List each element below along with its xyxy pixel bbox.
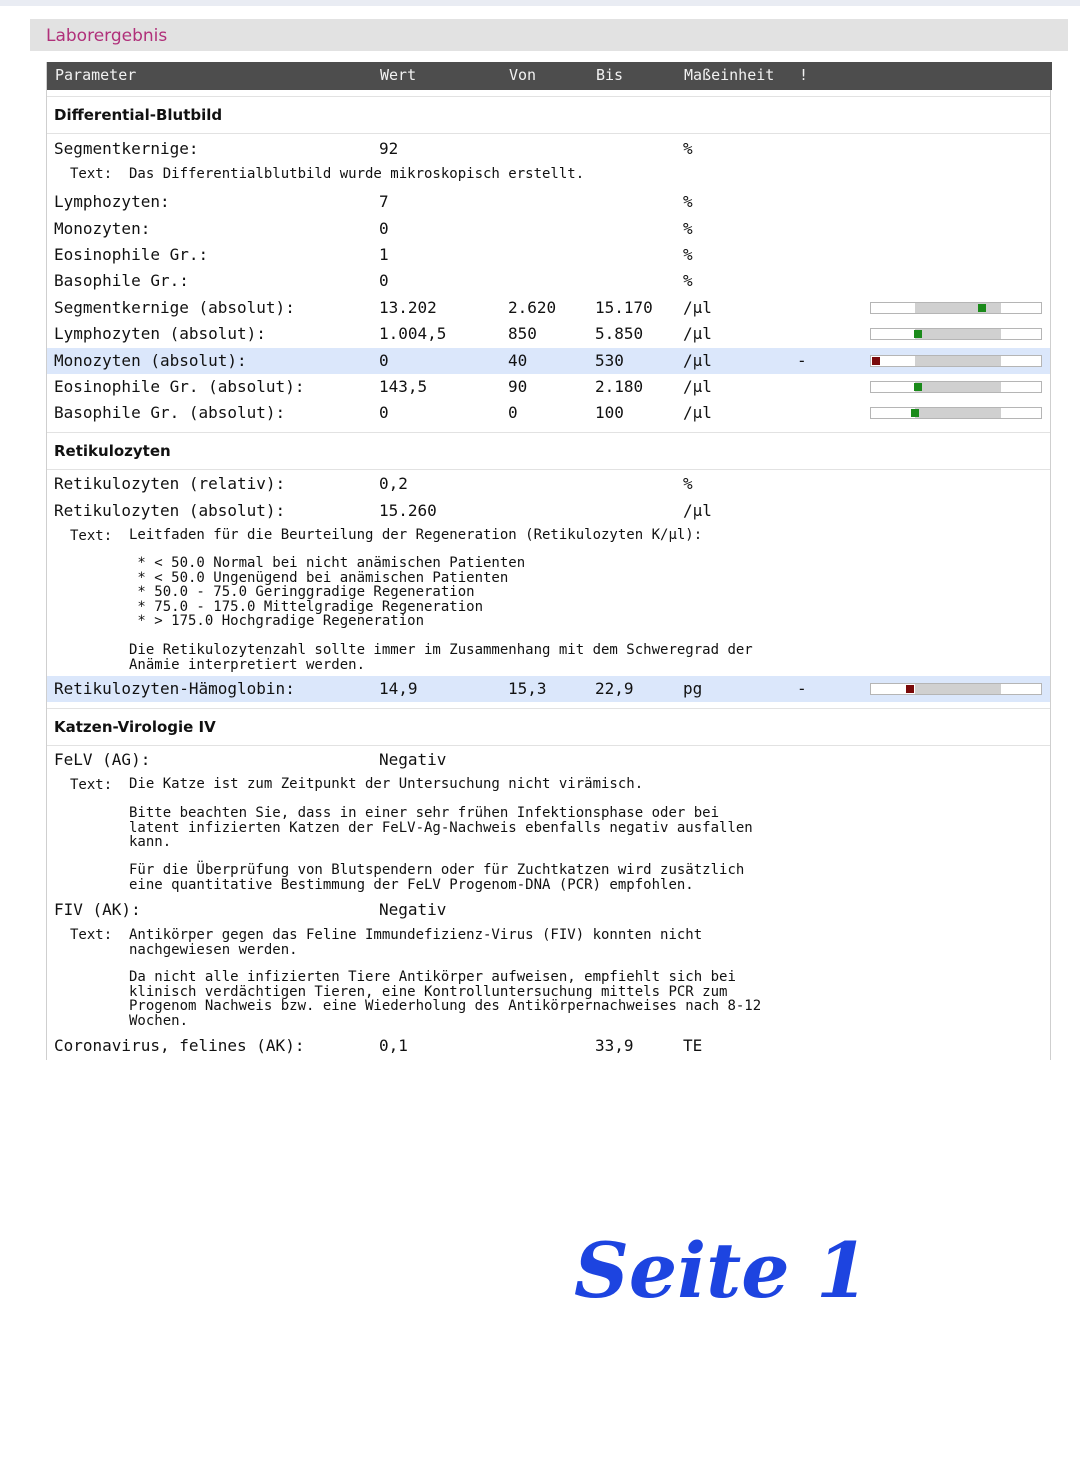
header-von: Von [509,66,537,84]
param-unit: % [683,245,693,264]
param-unit: /µl [683,298,712,317]
section-heading: Differential-Blutbild [54,106,223,124]
param-value: 14,9 [379,679,418,698]
param-value: 0,1 [379,1036,408,1055]
range-to: 33,9 [595,1036,634,1055]
param-name: Eosinophile Gr.: [54,245,209,264]
param-unit: % [683,271,693,290]
text-label: Text: [70,528,113,544]
param-name: Segmentkernige (absolut): [54,298,295,317]
param-name: Retikulozyten (relativ): [54,474,286,493]
range-to: 530 [595,351,624,370]
header-parameter: Parameter [55,66,137,84]
flag-low: - [797,351,807,370]
param-value: 0 [379,403,389,422]
result-comment: Da nicht alle infizierten Tiere Antikörper aufweisen, empfiehlt sich bei klinisch verdächtigen Tieren, eine Kontrolluntersuchung mittels PCR zum Progenom Nachweis bzw. eine Wiederholung des Antikörpernachweises nach 8-12 Wochen. [129,969,762,1029]
param-value: 15.260 [379,501,437,520]
section-differential-blutbild [47,96,1050,134]
reference-range [915,303,1001,313]
param-unit: /µl [683,351,712,370]
reference-range [915,684,1001,694]
param-value: 143,5 [379,377,428,396]
value-marker [872,357,880,365]
value-marker [914,330,922,338]
range-to: 15.170 [595,298,653,317]
result-comment: Für die Überprüfung von Blutspendern oder für Zuchtkatzen wird zusätzlich eine quantitative Bestimmung der FeLV Progenom-DNA (PCR) empfohlen. [129,862,745,893]
param-unit: /µl [683,377,712,396]
text-label: Text: [70,166,113,182]
table-row [47,136,1050,162]
param-name: Lymphozyten: [54,192,170,211]
range-from: 0 [508,403,518,422]
range-bar [870,381,1042,393]
table-row [47,471,1050,497]
result-comment: Die Katze ist zum Zeitpunkt der Untersuchung nicht virämisch. [129,776,644,792]
param-name: Retikulozyten-Hämoglobin: [54,679,295,698]
table-row [47,498,1050,524]
param-name: FIV (AK): [54,900,141,919]
header-flag: ! [799,66,809,84]
flag-low: - [797,679,807,698]
header-wert: Wert [380,66,417,84]
param-name: Retikulozyten (absolut): [54,501,286,520]
table-row [47,374,1050,400]
reference-range [915,356,1001,366]
param-value: 0 [379,271,389,290]
section-katzen-virologie [47,708,1050,746]
table-row [47,400,1050,426]
param-value: 92 [379,139,399,158]
range-bar [870,407,1042,419]
regeneration-guide-list: * < 50.0 Normal bei nicht anämischen Patienten * < 50.0 Ungenügend bei anämischen Patienten * 50.0 - 75.0 Geringgradige Regeneration * 75.0 - 175.0 Mittelgradige Regeneration * > 175.0 Hochgradige Regeneration [137,555,526,629]
table-row-abnormal [47,676,1050,702]
param-name: FeLV (AG): [54,750,151,769]
param-unit: % [683,139,693,158]
param-unit: /µl [683,324,712,343]
value-marker [911,409,919,417]
param-value: 1.004,5 [379,324,447,343]
table-row-abnormal [47,348,1050,374]
table-row [47,242,1050,268]
param-unit: TE [683,1036,703,1055]
result-comment: Die Retikulozytenzahl sollte immer im Zusammenhang mit dem Schweregrad der Anämie interpretiert werden. [129,642,753,673]
range-from: 90 [508,377,528,396]
page-title: Laborergebnis [30,19,1068,51]
param-name: Monozyten (absolut): [54,351,247,370]
result-comment: Leitfaden für die Beurteilung der Regeneration (Retikulozyten K/µl): [129,527,703,543]
param-name: Basophile Gr. (absolut): [54,403,286,422]
param-name: Eosinophile Gr. (absolut): [54,377,305,396]
param-unit: pg [683,679,703,698]
param-value: 7 [379,192,389,211]
param-value: 13.202 [379,298,437,317]
table-row [47,295,1050,321]
param-value: 0 [379,219,389,238]
section-heading: Katzen-Virologie IV [54,718,216,736]
range-to: 100 [595,403,624,422]
page-number-label: Seite 1 [574,1226,869,1315]
result-comment: Das Differentialblutbild wurde mikroskopisch erstellt. [129,166,585,182]
result-comment: Bitte beachten Sie, dass in einer sehr frühen Infektionsphase oder bei latent infizierten Katzen der FeLV-Ag-Nachweis ebenfalls negativ ausfallen kann. [129,805,753,850]
param-value: 0,2 [379,474,408,493]
range-to: 2.180 [595,377,644,396]
text-label: Text: [70,927,113,943]
table-row [47,1033,1050,1059]
lab-results-table [46,62,1051,1060]
range-from: 40 [508,351,528,370]
table-row [47,747,1050,773]
table-row [47,189,1050,215]
value-marker [906,685,914,693]
param-value: Negativ [379,900,447,919]
table-row [47,216,1050,242]
param-value: 0 [379,351,389,370]
value-marker [914,383,922,391]
range-to: 5.850 [595,324,644,343]
range-bar [870,302,1042,314]
range-from: 15,3 [508,679,547,698]
result-comment: Antikörper gegen das Feline Immundefizienz-Virus (FIV) konnten nicht nachgewiesen werden. [129,927,703,958]
text-label: Text: [70,777,113,793]
table-header [47,62,1052,90]
param-name: Lymphozyten (absolut): [54,324,266,343]
param-unit: /µl [683,501,712,520]
range-bar [870,328,1042,340]
param-name: Segmentkernige: [54,139,199,158]
table-row [47,268,1050,294]
param-unit: % [683,192,693,211]
param-value: Negativ [379,750,447,769]
param-name: Basophile Gr.: [54,271,189,290]
header-bis: Bis [596,66,624,84]
table-row [47,897,1050,923]
param-unit: % [683,474,693,493]
range-bar [870,355,1042,367]
param-name: Coronavirus, felines (AK): [54,1036,305,1055]
param-value: 1 [379,245,389,264]
range-from: 850 [508,324,537,343]
top-status-line [0,0,1080,6]
reference-range [915,329,1001,339]
value-marker [978,304,986,312]
reference-range [915,382,1001,392]
range-from: 2.620 [508,298,557,317]
reference-range [915,408,1001,418]
param-unit: % [683,219,693,238]
param-unit: /µl [683,403,712,422]
param-name: Monozyten: [54,219,151,238]
table-row [47,321,1050,347]
section-retikulozyten [47,432,1050,470]
range-bar [870,683,1042,695]
header-unit: Maßeinheit [684,66,775,84]
section-heading: Retikulozyten [54,442,171,460]
range-to: 22,9 [595,679,634,698]
